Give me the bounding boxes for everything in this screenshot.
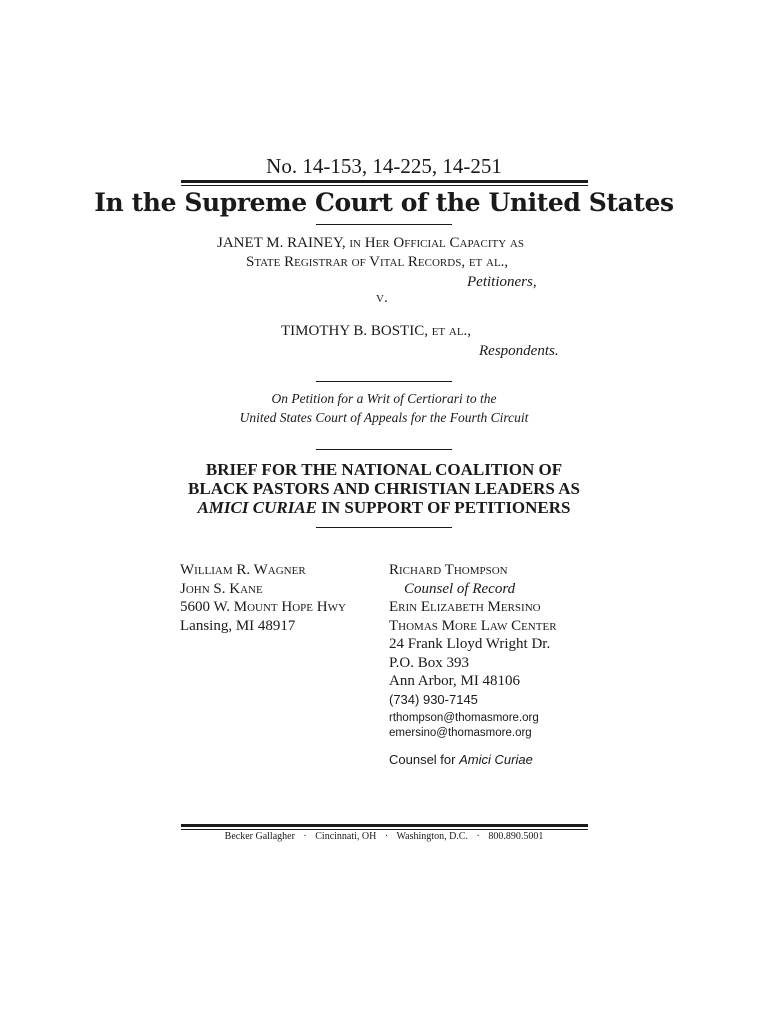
left-counsel-name-1: William R. Wagner [180,562,306,578]
court-title: In the Supreme Court of the United States [94,188,674,217]
petitioner-line-2: State Registrar of Vital Records, et al., [246,254,509,270]
right-counsel-phone: (734) 930-7145 [389,691,478,707]
petition-rule [316,449,452,450]
left-counsel-city: Lansing, MI 48917 [180,617,296,634]
right-counsel-email-2: emersino@thomasmore.org [389,727,532,739]
right-counsel-name-2: Erin Elizabeth Mersino [389,599,541,615]
caption-rule [316,381,452,382]
top-thick-rule [181,180,588,183]
left-counsel-address: 5600 W. Mount Hope Hwy [180,599,346,615]
printer-city-1: Cincinnati, OH [315,831,377,842]
right-counsel-address-2: P.O. Box 393 [389,654,470,671]
right-counsel-address-3: Ann Arbor, MI 48106 [389,673,521,689]
footer-thick-rule [181,824,588,827]
docket-number: No. 14-153, 14-225, 14-251 [266,154,502,178]
footer-separator-1: · [303,831,307,842]
counsel-for-amici: Amici Curiae [459,752,533,767]
top-thin-rule [181,185,588,186]
left-counsel-name-2: John S. Kane [180,580,263,597]
brief-title-line-3 [0,498,768,517]
petitioner-role: Petitioners, [467,274,537,290]
petitioner-line-1 [217,235,524,252]
printer-phone: 800.890.5001 [488,831,544,842]
right-counsel-name: Richard Thompson [389,562,508,578]
right-counsel-email-1: rthompson@thomasmore.org [389,712,539,724]
footer-separator-3: · [476,831,480,842]
right-counsel-org: Thomas More Law Center [389,617,557,634]
respondent-et-al: et al., [431,323,472,339]
amici-curiae-text: AMICI CURIAE [197,498,317,517]
respondent-line [281,323,471,340]
right-counsel-block [389,561,557,770]
footer-thin-rule [181,829,588,830]
petition-line-1: On Petition for a Writ of Certiorari to the [271,391,497,406]
left-counsel-block [180,561,346,635]
brief-title-rule [316,527,452,528]
brief-title-line-2: BLACK PASTORS AND CHRISTIAN LEADERS AS [188,479,580,498]
right-counsel-address-1: 24 Frank Lloyd Wright Dr. [389,636,551,652]
footer-separator-2: · [384,831,389,842]
printer-name: Becker Gallagher [224,831,295,842]
counsel-of-record: Counsel of Record [404,580,516,597]
printer-city-2: Washington, D.C. [396,831,468,842]
brief-title [0,460,768,517]
counsel-for-line [389,751,557,770]
counsel-for-prefix: Counsel for [389,752,456,767]
respondent-role: Respondents. [479,343,559,359]
petitioner-name: JANET M. RAINEY, [217,235,346,251]
printer-footer [0,831,768,842]
brief-title-line-3-rest: IN SUPPORT OF PETITIONERS [317,498,571,517]
brief-title-line-1: BRIEF FOR THE NATIONAL COALITION OF [205,460,563,479]
versus: v. [376,290,388,306]
petitioner-capacity: in Her Official Capacity as [349,235,524,251]
respondent-name: TIMOTHY B. BOSTIC, [281,323,428,339]
petition-line-2: United States Court of Appeals for the Fourth Circuit [239,410,529,425]
court-title-rule [316,224,452,225]
